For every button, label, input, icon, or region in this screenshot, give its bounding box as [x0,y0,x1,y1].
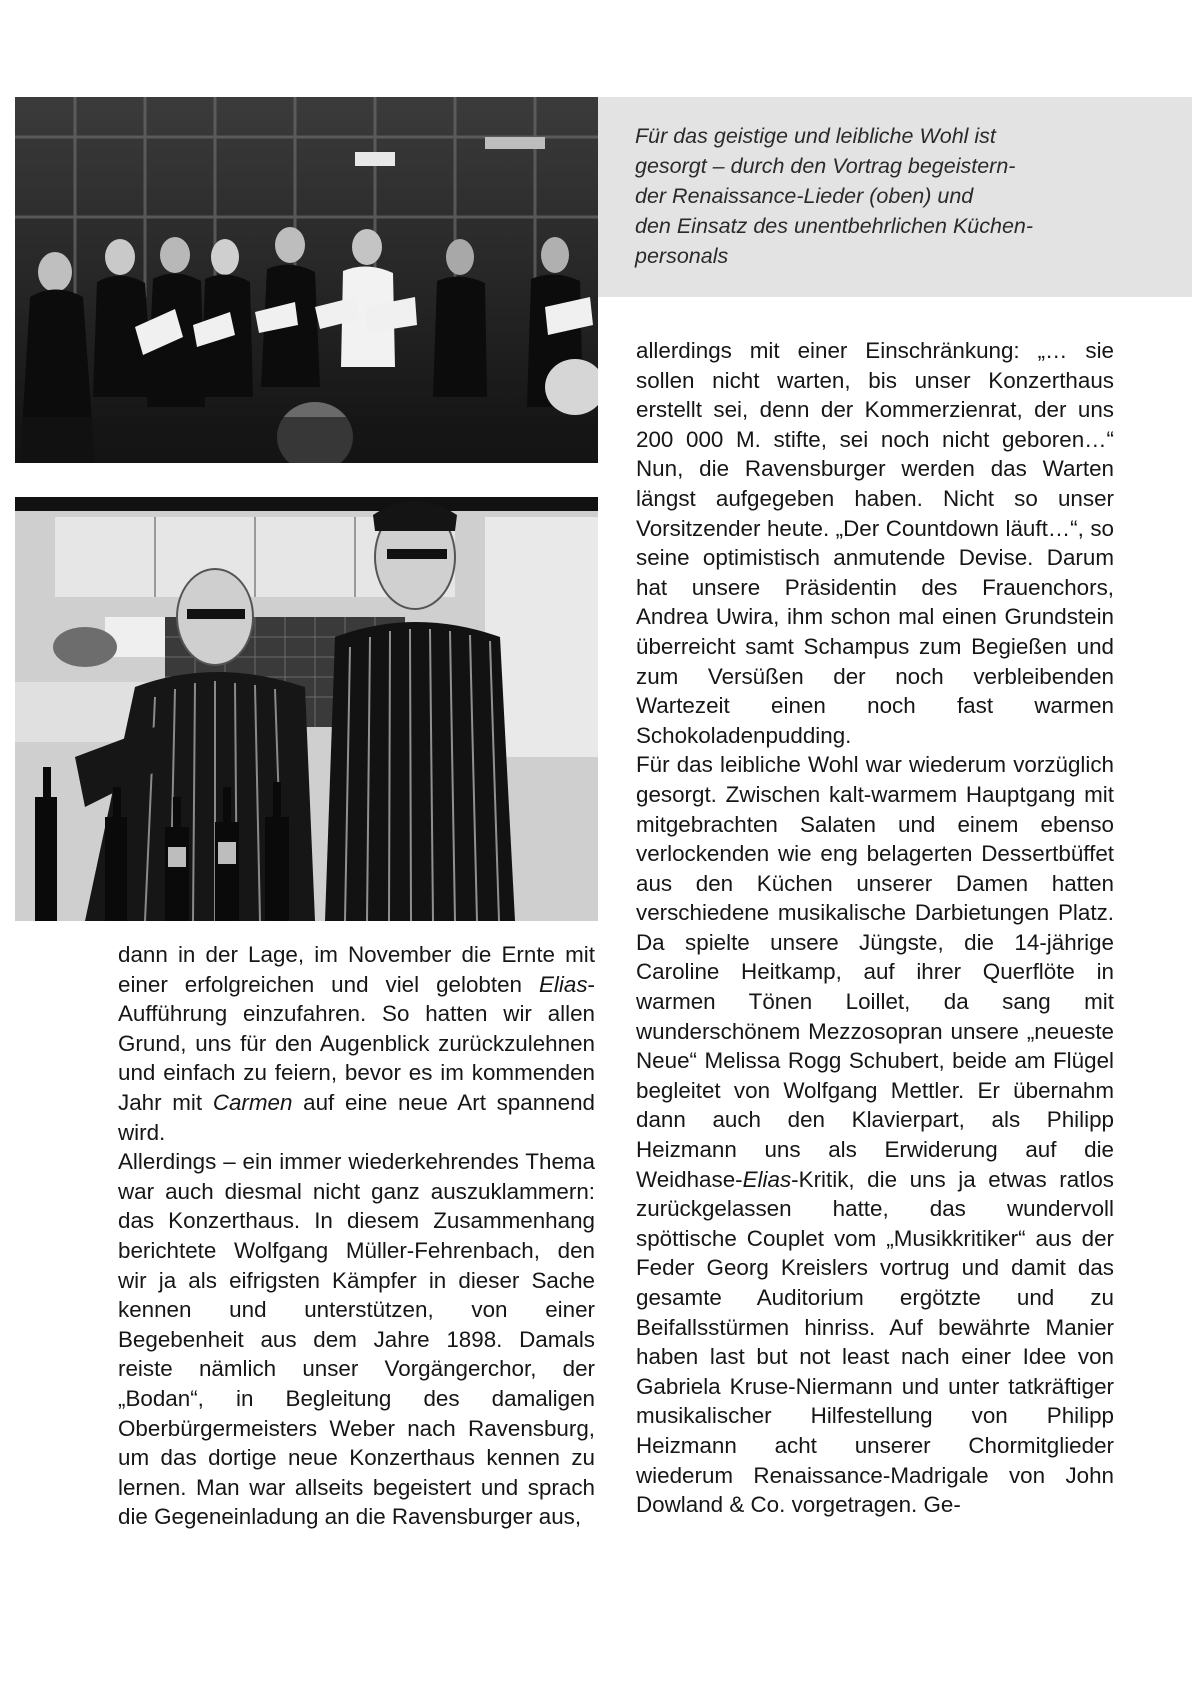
text-run: Für das leibliche Wohl war wiederum vorzüglich gesorgt. Zwischen kalt-warmem Hauptgang mit mitgebrachten Salaten und einem ebenso verlockenden wie eng belagerten Dessertbüffet aus den Küchen unserer Damen hatten verschiedene musikalische Darbietungen Platz. Da spielte unsere Jüngste, die 14-jährige Caroline Heitkamp, auf ihrer Querflöte in warmen Tönen Loillet, da sang mit wunderschönem Mezzosopran unsere „neueste Neue“ Melissa Rogg Schubert, beide am Flügel begleitet von Wolfgang Mettler. Er übernahm dann auch den Klavierpart, als Philipp Heizmann uns als Erwiderung auf die Weidhase- [636,752,1114,1192]
paragraph: Allerdings – ein immer wiederkehrendes Thema war auch diesmal nicht ganz auszuklammern: das Konzerthaus. In diesem Zusammenhang berichtete Wolfgang Müller-Fehrenbach, den wir ja als eifrigsten Kämpfer in dieser Sache kennen und unterstützen, von einer Begebenheit aus dem Jahre 1898. Damals reiste nämlich unser Vorgängerchor, der „Bodan“, in Begleitung des damaligen Oberbürgermeisters Weber nach Ravensburg, um das dortige neue Konzerthaus kennen zu lernen. Man war allseits begeistert und sprach die Gegeneinladung an die Ravensburger aus, [118,1149,595,1530]
paragraph [118,940,595,1147]
left-text-column [118,940,595,1532]
choir-photo [15,97,598,463]
caption-box [598,97,1192,297]
text-run: -Kritik, die uns ja etwas ratlos zurückgelassen hatte, das wundervoll spöttische Couplet vom „Musikkritiker“ aus der Feder Georg Kreislers vortrug und damit das gesamte Auditorium ergötzte und zu Beifallsstürmen hinriss. Auf bewährte Manier haben last but not least nach einer Idee von Gabriela Kruse-Niermann und unter tatkräftiger musikalischer Hilfestellung von Philipp Heizmann acht unserer Chormitglieder wiederum Renaissance-Madrigale von John Dowland & Co. vorgetragen. Ge- [636,1166,1114,1518]
text-run: dann in der Lage, im November die Ernte mit einer erfolgreichen und viel gelobten [118,942,595,997]
text-run: auf eine neue Art spannend wird. [118,1089,595,1145]
text-run: -Aufführung einzufahren. So hatten wir allen Grund, uns für den Augenblick zurückzulehnen und einfach zu feiern, bevor es im kommenden Jahr mit [118,971,595,1115]
paragraph [636,750,1114,1519]
paragraph: allerdings mit einer Einschränkung: „… sie sollen nicht warten, bis unser Konzerthaus erstellt sei, denn der Kommerzienrat, der uns 200 000 M. stifte, sei noch nicht geboren…“ Nun, die Ravensburger werden das Warten längst aufgegeben haben. Nicht so unser Vorsitzender heute. „Der Countdown läuft…“, so seine optimistisch anmutende Devise. Darum hat unsere Präsidentin des Frauenchors, Andrea Uwira, ihm schon mal einen Grundstein überreicht samt Schampus zum Begießen und zum Versüßen der noch verbleibenden Wartezeit einen noch fast warmen Schokoladenpudding. [636,338,1114,748]
kitchen-photo [15,497,598,921]
right-text-column [636,336,1114,1520]
italic-title: Carmen [212,1089,293,1115]
italic-title: Elias [742,1166,792,1192]
photo-caption: Für das geistige und leibliche Wohl ist gesorgt – durch den Vortrag begeistern- der Renaissance-Lieder (oben) und den Einsatz des unentbehrlichen Küchen- personals [635,124,1034,268]
italic-title: Elias [538,971,588,997]
